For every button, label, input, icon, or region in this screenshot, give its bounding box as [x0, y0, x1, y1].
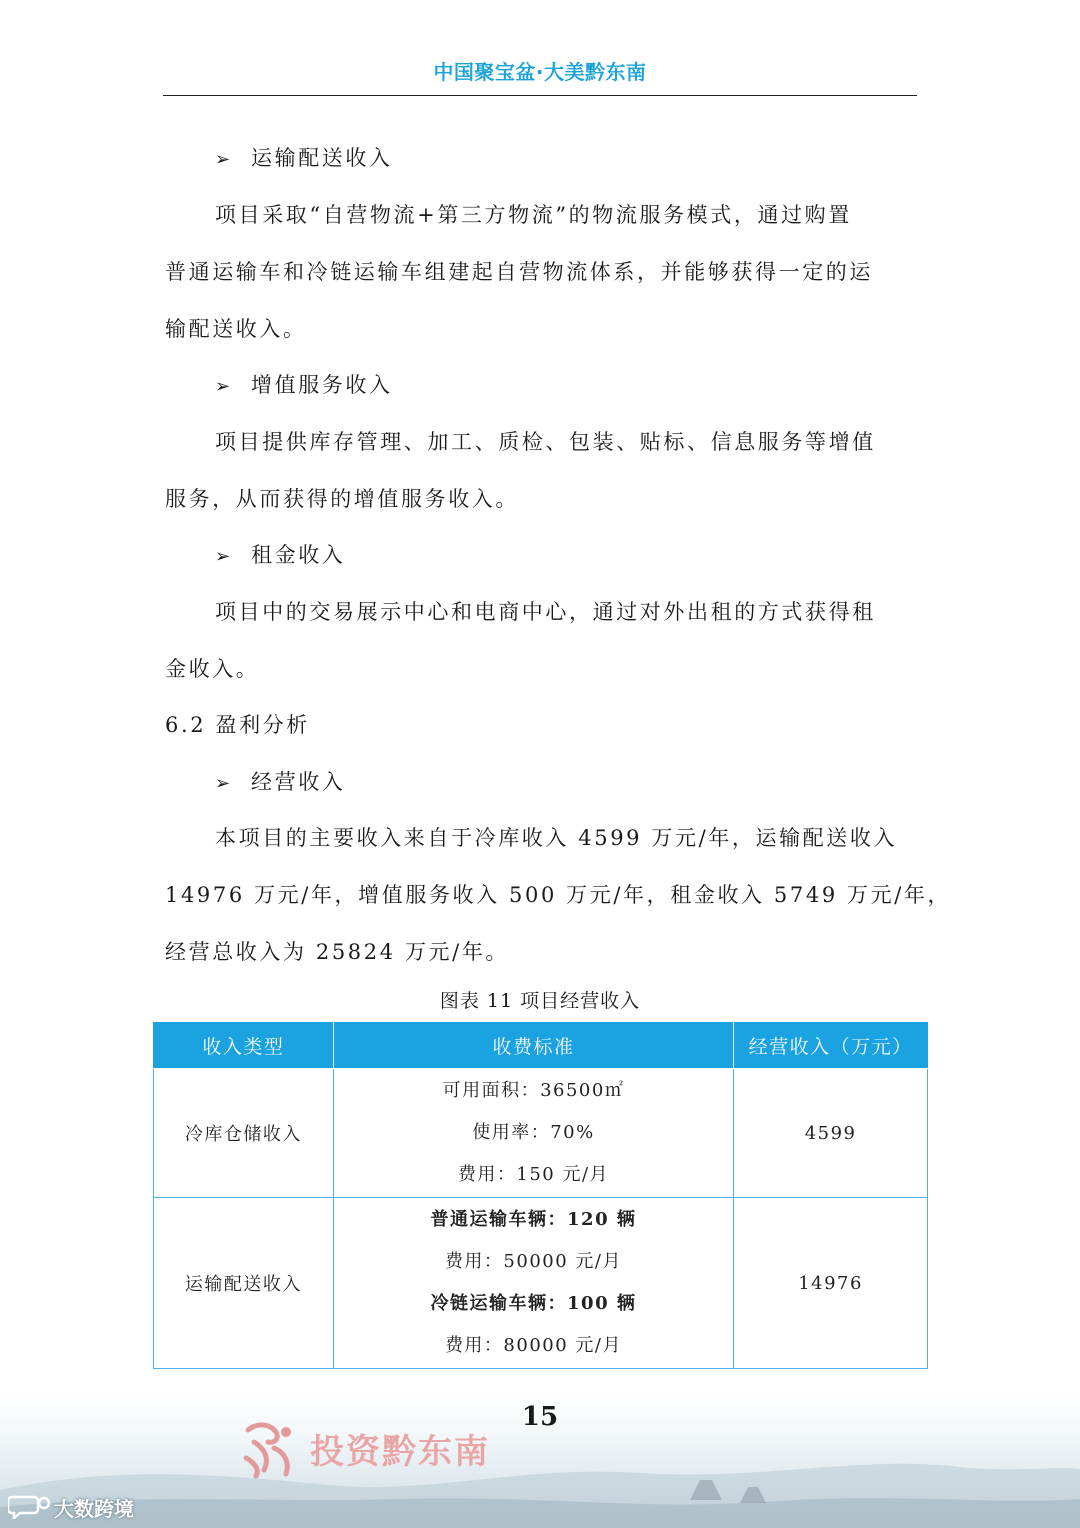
table-header-row — [154, 1023, 928, 1069]
watermark-text: 大数跨境 — [54, 1497, 134, 1521]
paragraph-line: 服务，从而获得的增值服务收入。 — [165, 487, 519, 511]
cell-revenue: 14976 — [734, 1198, 928, 1369]
arrow-bullet-icon: ➢ — [215, 376, 233, 397]
heading-text: 租金收入 — [251, 543, 346, 567]
bullet-heading-transport — [215, 142, 393, 176]
cell-standard — [333, 1069, 733, 1198]
standard-line: 普通运输车辆：120 辆 — [430, 1209, 637, 1230]
heading-text: 运输配送收入 — [251, 146, 393, 170]
header-rule — [163, 95, 917, 96]
revenue-table — [153, 1022, 928, 1369]
standard-line: 使用率：70% — [472, 1122, 595, 1143]
paragraph-line: 项目中的交易展示中心和电商中心，通过对外出租的方式获得租 — [215, 600, 876, 624]
seal-logo-icon — [240, 1418, 300, 1480]
bullet-heading-value-added — [215, 369, 393, 403]
table-row — [154, 1069, 928, 1198]
heading-text: 经营收入 — [251, 770, 346, 794]
cell-revenue: 4599 — [734, 1069, 928, 1198]
logo-text: 投资黔东南 — [310, 1432, 490, 1472]
page-header-title: 中国聚宝盆·大美黔东南 — [433, 60, 647, 84]
page-number: 15 — [521, 1402, 559, 1432]
standard-line: 冷链运输车辆：100 辆 — [430, 1293, 637, 1314]
heading-text: 增值服务收入 — [251, 373, 393, 397]
table-row — [154, 1198, 928, 1369]
arrow-bullet-icon: ➢ — [215, 149, 233, 170]
table-caption: 图表 11 项目经营收入 — [439, 990, 641, 1012]
cell-standard — [333, 1198, 733, 1369]
paragraph-line: 经营总收入为 25824 万元/年。 — [165, 940, 510, 964]
standard-line: 费用：150 元/月 — [457, 1164, 610, 1185]
column-header: 经营收入（万元） — [734, 1023, 928, 1069]
arrow-bullet-icon: ➢ — [215, 546, 233, 567]
paragraph-line: 项目采取“自营物流+第三方物流”的物流服务模式，通过购置 — [215, 203, 852, 227]
paragraph-line: 项目提供库存管理、加工、质检、包装、贴标、信息服务等增值 — [215, 430, 876, 454]
bullet-heading-rent — [215, 539, 345, 573]
column-header: 收费标准 — [333, 1023, 733, 1069]
paragraph-line: 14976 万元/年，增值服务收入 500 万元/年，租金收入 5749 万元/年， — [165, 883, 952, 907]
paragraph-line: 输配送收入。 — [165, 317, 307, 341]
standard-line: 费用：50000 元/月 — [444, 1251, 622, 1272]
arrow-bullet-icon: ➢ — [215, 773, 233, 794]
standard-line: 费用：80000 元/月 — [444, 1335, 622, 1356]
cell-type: 运输配送收入 — [154, 1198, 334, 1369]
column-header: 收入类型 — [154, 1023, 334, 1069]
paragraph-line: 金收入。 — [165, 657, 260, 681]
section-heading: 6.2 盈利分析 — [165, 713, 310, 737]
bullet-heading-operating — [215, 766, 345, 800]
chat-bubble-icon — [8, 1493, 52, 1519]
paragraph-line: 普通运输车和冷链运输车组建起自营物流体系，并能够获得一定的运 — [165, 260, 873, 284]
cell-type: 冷库仓储收入 — [154, 1069, 334, 1198]
standard-line: 可用面积：36500㎡ — [442, 1080, 625, 1101]
paragraph-line: 本项目的主要收入来自于冷库收入 4599 万元/年，运输配送收入 — [215, 826, 898, 850]
